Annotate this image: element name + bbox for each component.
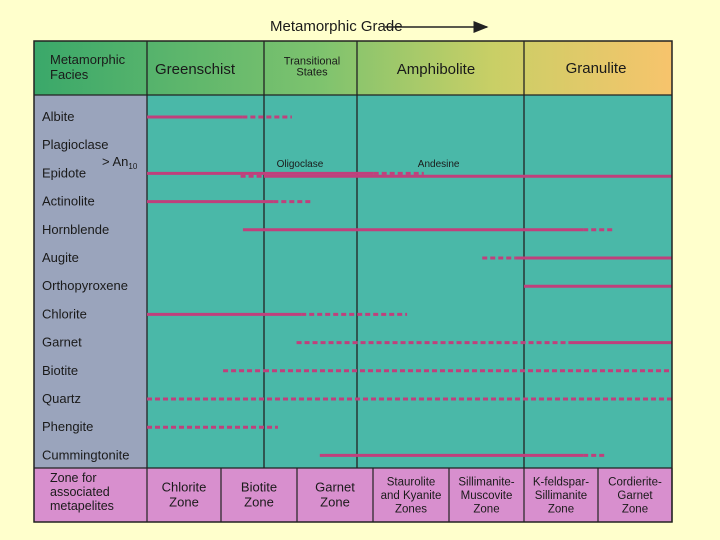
zone-label: Sillimanite- <box>458 476 515 489</box>
mineral-label: Hornblende <box>42 221 110 237</box>
mineral-label-qualifier: > $An_{10}$ <box>102 154 138 172</box>
zone-label: and Kyanite <box>380 490 442 502</box>
mineral-label: Cummingtonite <box>42 447 130 463</box>
diagram-title: Metamorphic Grade <box>270 18 403 35</box>
zone-label: Zone <box>244 494 274 510</box>
zone-label: Garnet <box>617 490 653 502</box>
zone-label: Zone <box>621 503 649 516</box>
mineral-label: Phengite <box>42 419 94 435</box>
mineral-note-andesine: Andesine <box>417 159 460 171</box>
mineral-label: Quartz <box>42 391 82 406</box>
mineral-label: Albite <box>42 109 75 124</box>
zone-label: Zone <box>547 503 575 516</box>
zone-label: Zones <box>395 503 427 516</box>
mineral-label: Orthopyroxene <box>42 278 128 294</box>
zone-cell <box>241 480 277 510</box>
zone-label: Cordierite- <box>608 476 662 489</box>
mineral-label: Biotite <box>42 362 79 378</box>
facies-corner-text: Facies <box>50 67 89 82</box>
facies-header-transitional: States <box>296 66 328 79</box>
zone-header-text: Zone for <box>50 471 97 485</box>
zone-label: Staurolite <box>386 476 436 489</box>
zone-label: Biotite <box>240 479 278 495</box>
zone-label: Zone <box>320 494 350 510</box>
mineral-note-oligoclase: Oligoclase <box>276 159 324 171</box>
mineral-label: Garnet <box>42 334 82 350</box>
facies-corner-text: Metamorphic <box>50 52 126 67</box>
zone-label: Chlorite <box>161 479 207 495</box>
mineral-label: Plagioclase <box>42 137 109 153</box>
facies-header-amphibolite: Amphibolite <box>396 61 476 78</box>
zone-header-text: metapelites <box>50 499 114 513</box>
stability-grid <box>147 95 672 468</box>
zone-label: Zone <box>473 503 500 516</box>
facies-header-granulite: Granulite <box>565 60 627 77</box>
facies-header-greenschist: Greenschist <box>154 61 236 78</box>
zone-header-text: associated <box>50 485 110 499</box>
zone-label: Zone <box>169 494 199 510</box>
mineral-label: Actinolite <box>42 193 95 209</box>
facies-header-transitional: Transitional <box>283 55 341 68</box>
mineral-label: Chlorite <box>42 306 87 322</box>
zone-cell <box>315 480 355 510</box>
mineral-label: Augite <box>42 250 79 265</box>
mineral-label: Epidote <box>42 165 87 181</box>
zone-label: Muscovite <box>460 490 513 502</box>
zone-label: K-feldspar- <box>532 476 590 489</box>
zone-label: Sillimanite <box>534 490 588 502</box>
zone-label: Garnet <box>315 479 355 495</box>
